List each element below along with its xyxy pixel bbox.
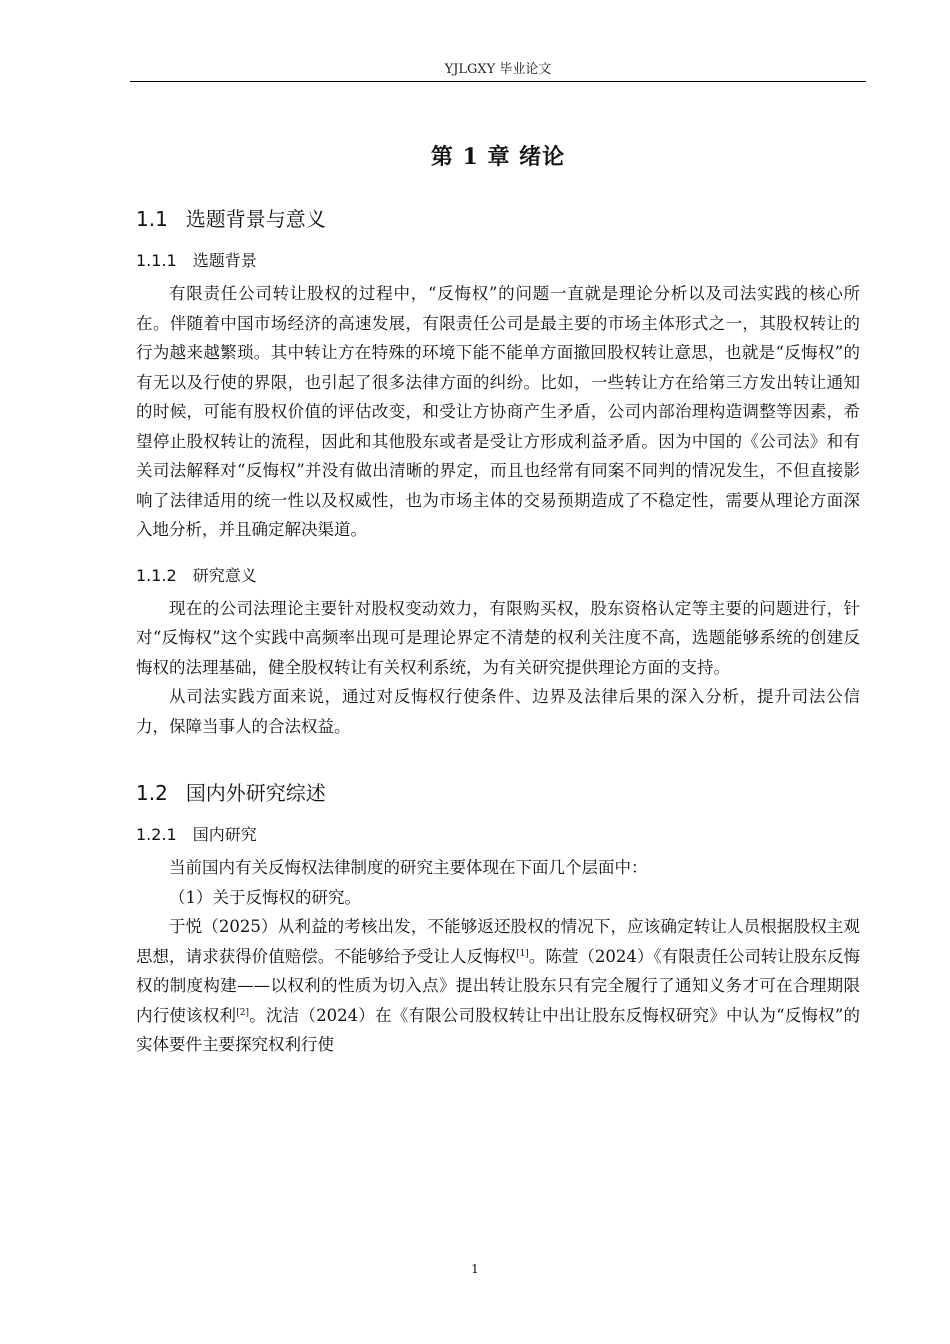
subsection-title: 研究意义	[192, 565, 257, 585]
page-header: YJLGXY 毕业论文	[130, 58, 866, 82]
paragraph-text: 。陈萱（2024）《有限责任公司转让股东反悔权的制度构建——以权利的性质为切入点》提出转让股东只有完全履行了通知义务才可在合理期限内行使该权利	[136, 946, 861, 1025]
subsection-heading-1-1-2	[136, 563, 860, 586]
subsection-heading-1-2-1	[136, 822, 860, 845]
paragraph-text: 于悦（2025）从利益的考核出发，不能够返还股权的情况下，应该确定转让人员根据股权主观思想，请求获得价值赔偿。不能够给予受让人反悔权	[136, 917, 860, 966]
section-heading-1-1	[136, 203, 860, 232]
section-number: 1.2	[136, 781, 168, 805]
chapter-title: 第 1 章 绪论	[430, 144, 566, 170]
subsection-number: 1.1.2	[136, 565, 177, 585]
page-number: 1	[471, 1262, 479, 1276]
section-heading-1-2	[136, 777, 860, 806]
subsection-title: 国内研究	[192, 825, 257, 844]
citation-ref[interactable]: [2]	[236, 1007, 250, 1018]
subsection-heading-1-1-1	[136, 248, 860, 271]
section-title: 国内外研究综述	[185, 781, 326, 805]
paragraph	[136, 912, 860, 1060]
section-title: 选题背景与意义	[185, 207, 326, 231]
subsection-title: 选题背景	[192, 251, 257, 270]
subsection-number: 1.1.1	[136, 251, 177, 270]
section-number: 1.1	[136, 207, 168, 231]
paragraph: （1）关于反悔权的研究。	[169, 887, 361, 907]
paragraph: 当前国内有关反悔权法律制度的研究主要体现在下面几个层面中：	[169, 858, 648, 877]
document-body	[136, 140, 860, 1060]
citation-ref[interactable]: [1]	[516, 948, 529, 959]
paragraph: 有限责任公司转让股权的过程中，“反悔权”的问题一直就是理论分析以及司法实践的核心所在。伴随着中国市场经济的高速发展，有限责任公司是最主要的市场主体形式之一，其股权转让的行为越来越繁琐。其中转让方在特殊的环境下能不能单方面撤回股权转让意思，也就是“反悔权”的有无以及行使的界限，也引起了很多法律方面的纠纷。比如，一些转让方在给第三方发出转让通知的时候，可能有股权价值的评估改变，和受让方协商产生矛盾，公司内部治理构造调整等因素，希望停止股权转让的流程，因此和其他股东或者是受让方形成利益矛盾。因为中国的《公司法》和有关司法解释对“反悔权”并没有做出清晰的界定，而且也经常有同案不同判的情况发生，不但直接影响了法律适用的统一性以及权威性，也为市场主体的交易预期造成了不稳定性，需要从理论方面深入地分析，并且确定解决渠道。	[136, 284, 860, 539]
subsection-number: 1.2.1	[136, 825, 177, 844]
paragraph-text: 。沈洁（2024）在《有限公司股权转让中出让股东反悔权研究》中认为“反悔权”的实体要件主要探究权利行使	[136, 1005, 861, 1054]
paragraph: 从司法实践方面来说，通过对反悔权行使条件、边界及法律后果的深入分析，提升司法公信力，保障当事人的合法权益。	[136, 687, 860, 736]
paragraph: 现在的公司法理论主要针对股权变动效力，有限购买权，股东资格认定等主要的问题进行，针对“反悔权”这个实践中高频率出现可是理论界定不清楚的权利关注度不高，选题能够系统的创建反悔权的法理基础，健全股权转让有关权利系统，为有关研究提供理论方面的支持。	[136, 598, 860, 677]
